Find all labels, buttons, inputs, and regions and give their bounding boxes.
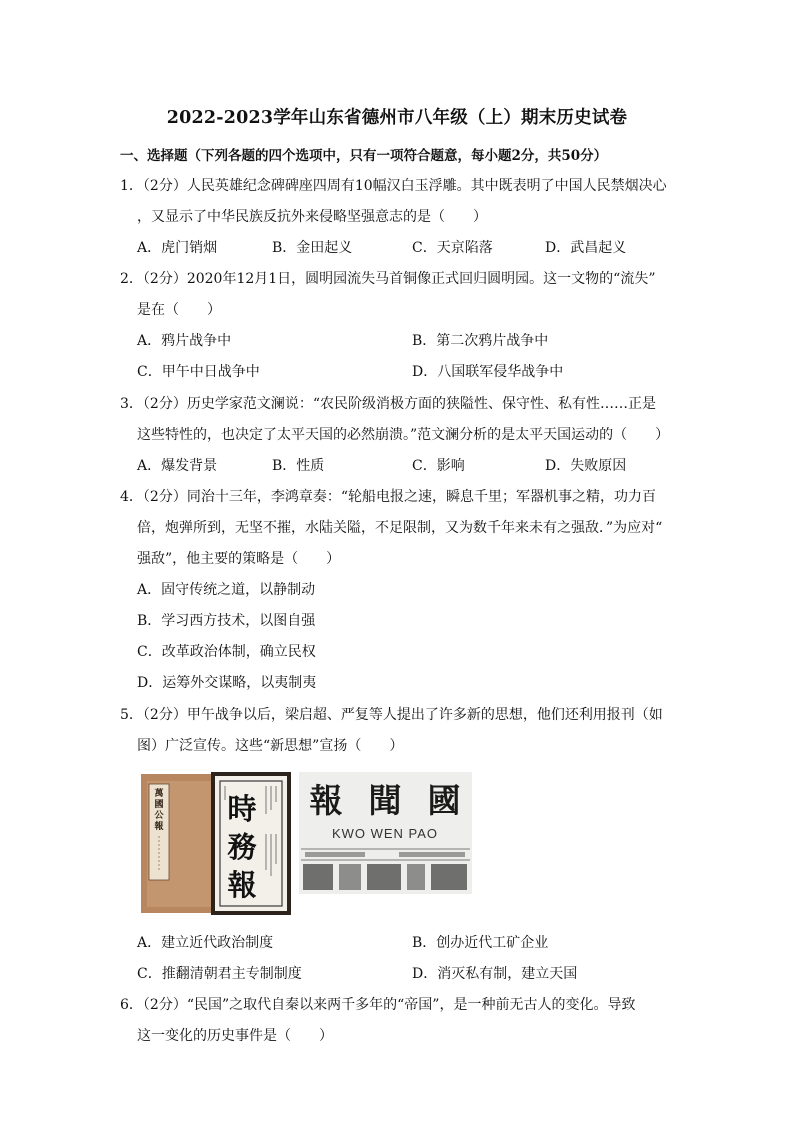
option-b: B．金田起义 <box>272 240 353 256</box>
question-4 <box>120 482 680 575</box>
option-b: B．第二次鸦片战争中 <box>412 333 549 349</box>
question-text: 6．（2分）“民国”之取代自秦以来两千多年的“帝国”，是一种前无古人的变化。导致 <box>120 997 636 1013</box>
option-a: A．固守传统之道，以静制动 <box>137 582 316 598</box>
question-text: 这一变化的历史事件是（ ） <box>137 1028 333 1044</box>
question-text: 图）广泛宣传。这些“新思想”宣扬（ ） <box>137 738 404 754</box>
question-text: 3．（2分）历史学家范文澜说：“农民阶级消极方面的狭隘性、保守性、私有性……正是 <box>120 396 656 412</box>
newspaper-cover-1 <box>141 774 223 913</box>
newspaper-2-title-char: 時 <box>227 792 257 826</box>
option-b: B．创办近代工矿企业 <box>412 935 549 951</box>
question-text: 5．（2分）甲午战争以后，梁启超、严复等人提出了许多新的思想，他们还利用报刊（如 <box>120 707 663 723</box>
section-heading: 一、选择题（下列各题的四个选项中，只有一项符合题意，每小题2分，共50分） <box>120 148 608 164</box>
newspaper-cover-2 <box>211 772 291 915</box>
question-text: ，又显示了中华民族反抗外来侵略坚强意志的是（ ） <box>137 209 487 225</box>
option-c: C．推翻清朝君主专制制度 <box>137 966 302 982</box>
newspaper-1-title-char: 報 <box>154 822 164 832</box>
option-d: D．消灭私有制，建立天国 <box>412 966 578 982</box>
option-c: C．甲午中日战争中 <box>137 364 260 380</box>
question-1 <box>120 171 680 233</box>
option-c: C．天京陷落 <box>412 240 493 256</box>
question-text: 1．（2分）人民英雄纪念碑碑座四周有10幅汉白玉浮雕。其中既表明了中国人民禁烟决心 <box>120 178 667 194</box>
question-5 <box>120 700 680 762</box>
question-text: 强敌”，他主要的策略是（ ） <box>137 551 341 567</box>
question-text: 4．（2分）同治十三年，李鸿章奏：“轮船电报之速，瞬息千里；军器机事之精，功力百 <box>120 489 656 505</box>
option-d: D．失败原因 <box>545 458 627 474</box>
question-3 <box>120 389 680 451</box>
option-c: C．改革政治体制，确立民权 <box>137 644 316 660</box>
option-c: C．影响 <box>412 458 465 474</box>
option-a: A．建立近代政治制度 <box>137 935 274 951</box>
newspaper-1-title-char: 公 <box>154 811 164 821</box>
question-text: 这些特性的，也决定了太平天国的必然崩溃。”范文澜分析的是太平天国运动的（ ） <box>137 427 670 443</box>
question-text: 2．（2分）2020年12月1日，圆明园流失马首铜像正式回归圆明园。这一文物的“流失” <box>120 271 656 287</box>
option-a: A．鸦片战争中 <box>137 333 232 349</box>
option-b: B．学习西方技术，以图自强 <box>137 613 316 629</box>
newspaper-photo <box>141 772 472 915</box>
newspaper-2-title-char: 報 <box>227 868 257 902</box>
newspaper-3-title-char: 聞 <box>368 781 402 820</box>
question-text: 是在（ ） <box>137 302 221 318</box>
newspaper-cover-3 <box>299 772 472 894</box>
exam-title: 2022-2023学年山东省德州市八年级（上）期末历史试卷 <box>166 108 628 128</box>
question-2 <box>120 264 680 326</box>
newspaper-1-title-char: 萬 <box>154 789 164 799</box>
newspaper-1-title-char: 國 <box>154 800 164 810</box>
option-b: B．性质 <box>272 458 325 474</box>
newspaper-figure <box>141 772 472 915</box>
newspaper-2-title-char: 務 <box>227 830 257 864</box>
option-d: D．运筹外交谋略，以夷制夷 <box>137 675 317 691</box>
option-a: A．虎门销烟 <box>137 240 218 256</box>
newspaper-3-roman-title: KWO WEN PAO <box>331 826 439 841</box>
option-a: A．爆发背景 <box>137 458 218 474</box>
newspaper-3-title-char: 國 <box>427 781 461 820</box>
question-6 <box>120 990 680 1052</box>
option-d: D．武昌起义 <box>545 240 627 256</box>
question-text: 倍，炮弹所到，无坚不摧，水陆关隘，不足限制，又为数千年来未有之强敌．”为应对“ <box>137 520 663 536</box>
newspaper-3-title-char: 報 <box>309 781 343 820</box>
option-d: D．八国联军侵华战争中 <box>412 364 564 380</box>
